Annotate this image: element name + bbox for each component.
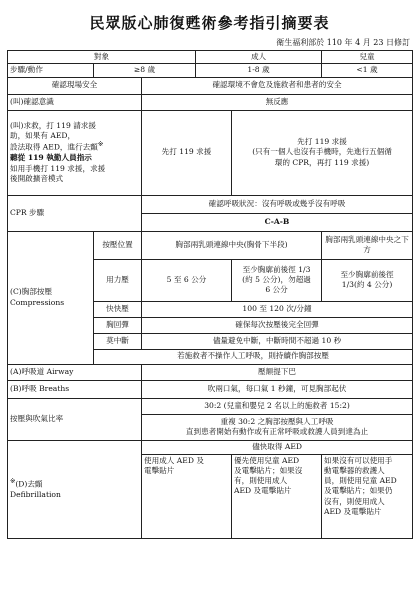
position-main: 胸部兩乳頭連線中央(胸骨下半段) [142,231,322,259]
header-adult: 成人 [196,51,322,64]
defib-child: 優先使用兒童 AED 及電擊貼片；如果沒 有，則使用成人 AED 及電擊貼片 [232,454,322,538]
interrupt-value: 儘量避免中斷，中斷時間不超過 10 秒 [142,333,413,349]
call-adult: 先打 119 求援 [142,110,232,195]
document-title: 民眾版心肺復甦術參考指引摘要表 [89,14,330,32]
safety-label: 確認現場安全 [8,77,142,94]
header-child-age: 1-8 歲 [196,64,322,77]
cpr-check: 確認呼吸狀況：沒有呼吸或幾乎沒有呼吸 [142,195,413,213]
defib-label: ※(D)去顫 Defibrillation [8,440,142,538]
revision-date: 衛生福利部於 110 年 4 月 23 日修訂 [276,38,410,47]
defib-top: 儘快取得 AED [142,440,413,454]
consciousness-value: 無反應 [142,94,413,110]
call-label: (叫)求救，打 119 請求援 助，如果有 AED， 設法取得 AED，進行去顫※ 聽從 119 執勤人員指示 如用手機打 119 求援，求援 後開啟擴音模式 [8,110,142,195]
breaths-label: (B)呼吸 Breaths [8,380,142,398]
header-adult-age: ≥8 歲 [94,64,196,77]
recoil-label: 胸回彈 [94,317,142,333]
cpr-label: CPR 步驟 [8,195,142,231]
force-infant: 至少胸廓前後徑 1/3(約 4 公分) [322,259,413,301]
rate-value: 100 至 120 次/分鐘 [142,301,413,317]
ratio-value-2: 重複 30:2 之胸部按壓與人工呼吸 直到患者開始有動作或有正常呼吸或救護人員到達為止 [142,414,413,440]
airway-label: (A)呼吸道 Airway [8,364,142,380]
airway-value: 壓額提下巴 [142,364,413,380]
ratio-label: 按壓與吹氣比率 [8,398,142,440]
compressions-label: (C)胸部按壓 Compressions [8,231,94,364]
breaths-value: 吹兩口氣，每口氣 1 秒鐘，可見胸部起伏 [142,380,413,398]
defib-adult: 使用成人 AED 及 電擊貼片 [142,454,232,538]
force-adult: 5 至 6 公分 [142,259,232,301]
interrupt-label: 莫中斷 [94,333,142,349]
cpr-summary-table [7,50,413,539]
rate-label: 快快壓 [94,301,142,317]
force-child: 至少胸廓前後徑 1/3 (約 5 公分)，勿超過 6 公分 [232,259,322,301]
header-corner-top: 對象 [8,51,196,64]
no-breaths-note: 若施救者不操作人工呼吸，則持續作胸部按壓 [94,349,413,364]
ratio-value-1: 30:2 (兒童和嬰兒 2 名以上的施救者 15:2) [142,398,413,414]
header-corner-bottom: 步驟/動作 [8,64,94,77]
cpr-order: C-A-B [142,213,413,231]
call-child-infant: 先打 119 求援 (只有一個人也沒有手機時，先進行五個循 環的 CPR，再打 119 求援) [232,110,413,195]
force-label: 用力壓 [94,259,142,301]
safety-value: 確認環境不會危及施救者和患者的安全 [142,77,413,94]
consciousness-label: (叫)確認意識 [8,94,142,110]
position-infant: 胸部兩乳頭連線中央之下方 [322,231,413,259]
header-child: 兒童 [322,51,413,64]
header-infant-age: <1 歲 [322,64,413,77]
defib-infant: 如果沒有可以使用手 動電擊器的救護人 員，則使用兒童 AED 及電擊貼片；如果仍 沒有，則使用成人 AED 及電擊貼片 [322,454,413,538]
recoil-value: 確保每次按壓後完全回彈 [142,317,413,333]
position-label: 按壓位置 [94,231,142,259]
